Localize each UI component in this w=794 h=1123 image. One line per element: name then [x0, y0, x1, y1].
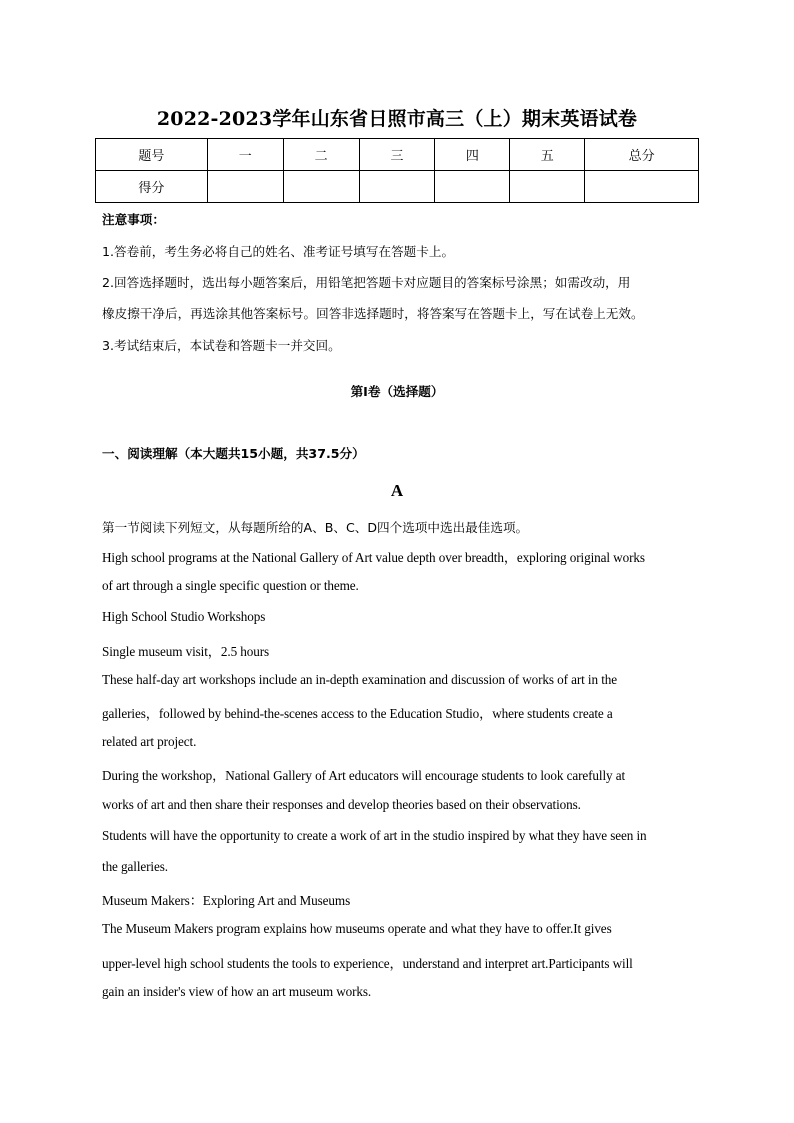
- passage-line: Museum Makers：Exploring Art and Museums: [102, 893, 351, 908]
- passage-line: These half-day art workshops include an in-depth examination and discussion of works of art in the: [102, 672, 618, 687]
- section-title: 一、阅读理解（本大题共15小题，共37.5分）: [102, 446, 365, 461]
- score-table-cell: 四: [435, 139, 510, 171]
- passage-line: upper-level high school students the tools to experience，understand and interpret art.Participants will: [102, 956, 633, 971]
- notice-item: 1.答卷前，考生务必将自己的姓名、准考证号填写在答题卡上。: [102, 244, 455, 259]
- score-table-cell: 一: [207, 139, 283, 171]
- score-input-cell: [207, 171, 283, 203]
- score-table: [95, 138, 699, 203]
- score-input-cell: [585, 171, 699, 203]
- score-input-cell: [435, 171, 510, 203]
- passage-line: Students will have the opportunity to create a work of art in the studio inspired by what they have seen in: [102, 828, 647, 843]
- passage-line: Single museum visit，2.5 hours: [102, 644, 270, 659]
- score-input-cell: [283, 171, 359, 203]
- score-input-cell: [510, 171, 585, 203]
- score-table-cell: 题号: [96, 139, 208, 171]
- notice-item: 2.回答选择题时，选出每小题答案后，用铅笔把答题卡对应题目的答案标号涂黑；如需改动，用: [102, 275, 631, 290]
- notice-heading: 注意事项：: [102, 212, 165, 227]
- score-table-cell: 三: [359, 139, 435, 171]
- instruction: 第一节阅读下列短文，从每题所给的A、B、C、D四个选项中选出最佳选项。: [102, 520, 529, 535]
- passage-line: galleries，followed by behind-the-scenes access to the Education Studio，where students create a: [102, 706, 613, 721]
- score-table-header-row: [96, 139, 699, 171]
- passage-line: related art project.: [102, 734, 197, 749]
- notice-item: 橡皮擦干净后，再选涂其他答案标号。回答非选择题时，将答案写在答题卡上，写在试卷上无效。: [102, 306, 644, 321]
- exam-title: 2022-2023学年山东省日照市高三（上）期末英语试卷: [156, 108, 638, 130]
- passage-line: works of art and then share their responses and develop theories based on their observations.: [102, 797, 581, 812]
- score-table-score-row: [96, 171, 699, 203]
- passage-line: High school programs at the National Gallery of Art value depth over breadth，exploring original works: [102, 550, 645, 565]
- score-input-cell: [359, 171, 435, 203]
- passage-line: the galleries.: [102, 859, 168, 874]
- passage-label: A: [390, 481, 404, 500]
- score-table-cell: 二: [283, 139, 359, 171]
- passage-line: gain an insider's view of how an art museum works.: [102, 984, 372, 999]
- volume-title: 第I卷（选择题）: [350, 384, 444, 399]
- score-table-cell: 总分: [585, 139, 699, 171]
- notice-item: 3.考试结束后，本试卷和答题卡一并交回。: [102, 338, 341, 353]
- passage-line: The Museum Makers program explains how museums operate and what they have to offer.It gives: [102, 921, 612, 936]
- score-table-cell: 五: [510, 139, 585, 171]
- passage-line: of art through a single specific question or theme.: [102, 578, 359, 593]
- passage-line: High School Studio Workshops: [102, 609, 266, 624]
- passage-line: During the workshop，National Gallery of Art educators will encourage students to look carefully at: [102, 768, 626, 783]
- score-label: 得分: [96, 171, 208, 203]
